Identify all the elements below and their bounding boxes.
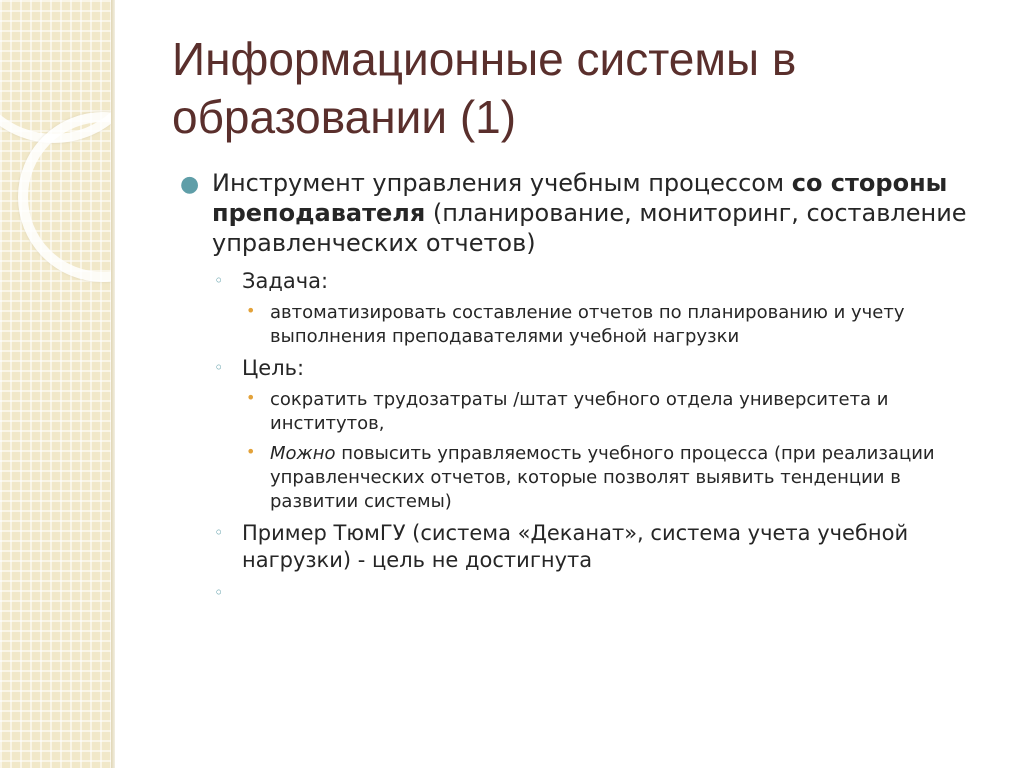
hollow-circle-bullet-icon: ◦ (214, 271, 224, 290)
goal-subheading (180, 355, 990, 382)
hollow-circle-bullet-icon: ◦ (214, 583, 224, 602)
small-dot-bullet-icon: • (246, 301, 256, 320)
goal-item (180, 388, 990, 436)
slide-content (180, 168, 990, 613)
goal-item-text: повысить управляемость учебного процесса (при реализации управленческих отчетов, которые позволят выявить тенденции в развитии системы) (270, 443, 935, 512)
hollow-circle-bullet-icon: ◦ (214, 358, 224, 377)
decorative-side-panel (0, 0, 111, 768)
hollow-circle-bullet-icon: ◦ (214, 523, 224, 542)
task-item (180, 301, 990, 349)
main-bullet-bold-text: со стороны преподавателя (212, 169, 948, 227)
example-subheading (180, 520, 990, 574)
example-text: Пример ТюмГУ (система «Деканат», система учета учебной нагрузки) - цель не достигнута (242, 521, 909, 572)
main-bullet (180, 168, 990, 258)
task-item-text: автоматизировать составление отчетов по планированию и учету выполнения преподавателями учебной нагрузки (270, 302, 905, 347)
filled-circle-bullet-icon: ● (180, 172, 200, 197)
side-panel-divider (111, 0, 115, 768)
main-bullet-text: Инструмент управления учебным процессом (212, 169, 792, 197)
task-label: Задача: (242, 269, 329, 293)
slide-title: Информационные системы в образовании (1) (172, 33, 797, 143)
goal-item (180, 442, 990, 514)
goal-item-italic-text: Можно (270, 443, 336, 464)
small-dot-bullet-icon: • (246, 442, 256, 461)
small-dot-bullet-icon: • (246, 388, 256, 407)
goal-item-text: сократить трудозатраты /штат учебного отдела университета и институтов, (270, 389, 889, 434)
empty-subheading (180, 580, 990, 607)
goal-label: Цель: (242, 356, 305, 380)
main-bullet-text-continued: (планирование, мониторинг, составление управленческих отчетов) (212, 199, 967, 257)
task-subheading (180, 268, 990, 295)
